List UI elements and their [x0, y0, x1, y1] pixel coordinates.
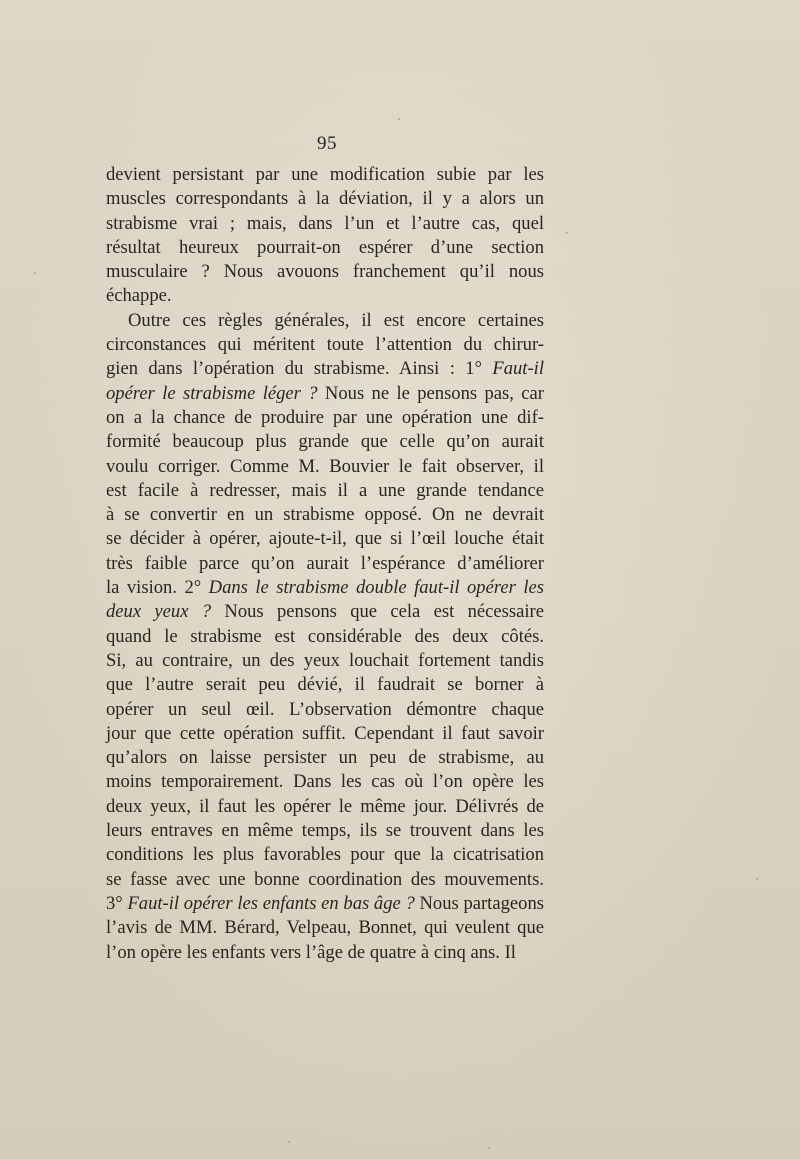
text-segment: Si, au contraire, un des yeux louchait fortement tandis — [106, 649, 544, 671]
text-segment: on a la chance de produire par une opération une dif- — [106, 406, 544, 428]
text-segment: quand le strabisme est considérable des deux côtés. — [106, 625, 544, 647]
text-line — [106, 843, 544, 867]
text-line — [106, 941, 544, 965]
page-number: 95 — [317, 133, 337, 154]
text-line — [106, 600, 544, 624]
text-line — [106, 406, 544, 430]
text-line — [106, 163, 544, 187]
text-segment: que l’autre serait peu dévié, il faudrait se borner à — [106, 674, 544, 696]
paper-speck — [34, 272, 36, 274]
text-line — [106, 187, 544, 211]
italic-text-segment: Dans le strabisme double faut-il opérer les — [208, 577, 544, 599]
text-segment: très faible parce qu’on aurait l’espérance d’améliorer — [106, 552, 544, 574]
text-segment: moins temporairement. Dans les cas où l’on opère les — [106, 771, 544, 793]
text-line — [106, 722, 544, 746]
text-line — [106, 916, 544, 940]
text-line — [106, 309, 544, 333]
text-line — [106, 649, 544, 673]
paper-speck — [756, 878, 758, 880]
text-segment: musculaire ? Nous avouons franchement qu’il nous — [106, 261, 544, 283]
paper-speck — [398, 118, 400, 120]
text-segment: muscles correspondants à la déviation, il y a alors un — [106, 188, 544, 210]
text-segment: l’on opère les enfants vers l’âge de quatre à cinq ans. Il — [106, 941, 516, 963]
text-line — [106, 260, 544, 284]
text-segment: Nous pensons que cela est nécessaire — [211, 601, 544, 623]
text-segment: circonstances qui méritent toute l’attention du chirur- — [106, 334, 544, 356]
italic-text-segment: Faut-il — [492, 358, 544, 380]
text-segment: gien dans l’opération du strabisme. Ainsi : 1° — [106, 358, 493, 380]
paper-speck — [288, 1141, 290, 1143]
text-line — [106, 576, 544, 600]
text-line — [106, 868, 544, 892]
italic-text-segment: opérer le strabisme léger ? — [106, 382, 318, 404]
text-segment: se fasse avec une bonne coordination des mouvements. — [106, 868, 544, 890]
text-segment: conditions les plus favorables pour que la cicatrisation — [106, 844, 544, 866]
text-segment: opérer un seul œil. L’observation démontre chaque — [106, 698, 544, 720]
text-line — [106, 455, 544, 479]
text-segment: la vision. 2° — [106, 577, 209, 599]
text-segment: leurs entraves en même temps, ils se trouvent dans les — [106, 820, 544, 842]
text-segment: se décider à opérer, ajoute-t-il, que si l’œil louche était — [106, 528, 544, 550]
text-segment: Nous partageons — [414, 892, 544, 914]
text-segment: deux yeux, il faut les opérer le même jour. Délivrés de — [106, 795, 544, 817]
text-line — [106, 284, 544, 308]
italic-text-segment: deux yeux ? — [106, 601, 212, 623]
body-text — [106, 163, 544, 965]
text-line — [106, 625, 544, 649]
text-segment: est facile à redresser, mais il a une grande tendance — [106, 479, 544, 501]
text-line — [106, 698, 544, 722]
text-line — [106, 479, 544, 503]
text-line — [106, 673, 544, 697]
text-line — [106, 430, 544, 454]
text-segment: résultat heureux pourrait-on espérer d’une section — [106, 236, 544, 258]
text-segment: à se convertir en un strabisme opposé. On ne devrait — [106, 504, 544, 526]
text-segment: échappe. — [106, 285, 172, 307]
text-line — [106, 503, 544, 527]
text-segment: formité beaucoup plus grande que celle qu’on aurait — [106, 431, 544, 453]
text-segment: voulu corriger. Comme M. Bouvier le fait observer, il — [106, 455, 544, 477]
text-segment: Outre ces règles générales, il est encore certaines — [128, 309, 544, 331]
text-segment: Nous ne le pensons pas, car — [317, 382, 544, 404]
text-line — [106, 770, 544, 794]
text-line — [106, 527, 544, 551]
text-line — [106, 892, 544, 916]
text-segment: strabisme vrai ; mais, dans l’un et l’autre cas, quel — [106, 212, 544, 234]
paper-speck — [488, 1147, 490, 1149]
text-segment: jour que cette opération suffit. Cependant il faut savoir — [106, 722, 544, 744]
text-segment: l’avis de MM. Bérard, Velpeau, Bonnet, qui veulent que — [106, 917, 544, 939]
paper-speck — [566, 232, 568, 234]
text-line — [106, 333, 544, 357]
text-line — [106, 746, 544, 770]
text-segment: qu’alors on laisse persister un peu de strabisme, au — [106, 747, 544, 769]
italic-text-segment: Faut-il opérer les enfants en bas âge ? — [127, 892, 415, 914]
text-segment: devient persistant par une modification subie par les — [106, 164, 544, 185]
text-line — [106, 236, 544, 260]
text-line — [106, 552, 544, 576]
text-line — [106, 819, 544, 843]
text-line — [106, 357, 544, 381]
text-line — [106, 795, 544, 819]
text-segment: 3° — [106, 892, 128, 914]
text-line — [106, 382, 544, 406]
text-line — [106, 212, 544, 236]
